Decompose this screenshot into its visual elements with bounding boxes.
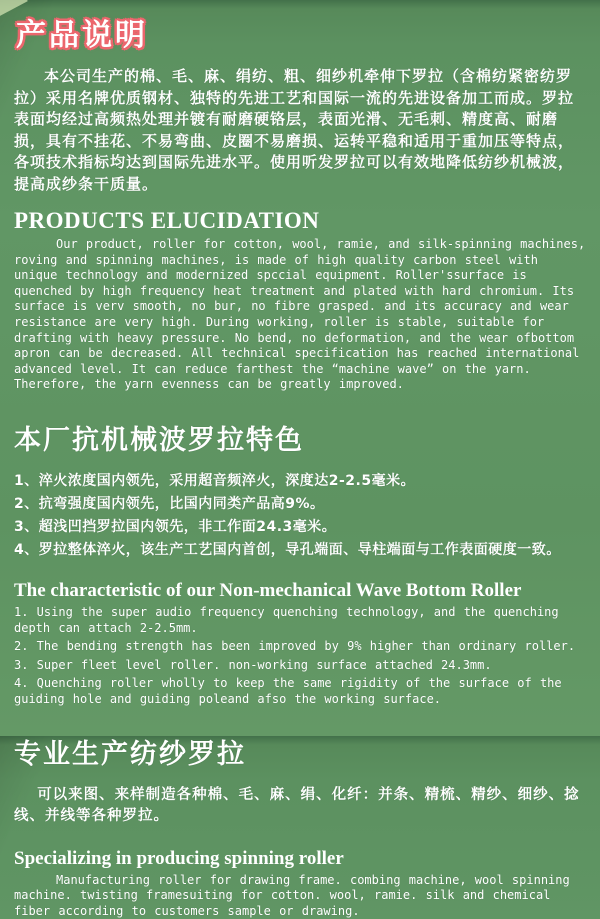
en-specialize-paragraph: Manufacturing roller for drawing frame. combing machine, wool spinning machine. twisting framesuiting for cotton. wool, ramie. silk and chemical fiber according to customers sample or drawing. [14, 873, 586, 919]
en-features-list [14, 605, 586, 708]
en-feature-item-3: 3. Super fleet level roller. non-working surface attached 24.3mm. [14, 658, 586, 674]
cn-feature-item-3: 3、超浅凹挡罗拉国内领先，非工作面24.3毫米。 [14, 518, 586, 537]
cn-feature-item-1: 1、淬火浓度国内领先，采用超音频淬火，深度达2-2.5毫米。 [14, 472, 586, 491]
cn-specialize-paragraph: 可以来图、来样制造各种棉、毛、麻、绢、化纤：并条、精梳、精纱、细纱、捻线、并线等各种罗拉。 [14, 785, 584, 828]
page-title: 产品说明 [16, 10, 586, 54]
en-specialize-heading: Specializing in producing spinning roller [14, 848, 586, 870]
cn-features-list [14, 472, 586, 560]
en-feature-item-2: 2. The bending strength has been improved by 9% higher than ordinary roller. [14, 639, 586, 655]
cn-specialize-heading: 专业生产纺纱罗拉 [14, 732, 586, 771]
cn-intro-paragraph: 本公司生产的棉、毛、麻、绢纺、粗、细纱机牵伸下罗拉（含棉纺紧密纺罗拉）采用名牌优质钢材、独特的先进工艺和国际一流的先进设备加工而成。罗拉表面均经过高频热处理并镀有耐磨硬铬层，表面光滑、无毛刺、精度高、耐磨损，具有不挂花、不易弯曲、皮圈不易磨损、运转平稳和适用于重加压等特点，各项技术指标均达到国际先进水平。使用听发罗拉可以有效地降低纺纱机械波，提高成纱条干质量。 [14, 66, 584, 195]
en-feature-item-1: 1. Using the super audio frequency quenching technology, and the quenching depth can attach 2-2.5mm. [14, 605, 586, 636]
cn-features-heading: 本厂抗机械波罗拉特色 [14, 418, 586, 457]
en-products-heading: PRODUCTS ELUCIDATION [14, 208, 586, 234]
en-feature-item-4: 4. Quenching roller wholly to keep the same rigidity of the surface of the guiding hole and guiding poleand afso the working surface. [14, 676, 586, 707]
en-features-heading: The characteristic of our Non-mechanical Wave Bottom Roller [14, 580, 586, 602]
cn-feature-item-2: 2、抗弯强度国内领先，比国内同类产品高9%。 [14, 495, 586, 514]
en-products-paragraph: Our product, roller for cotton, wool, ramie, and silk-spinning machines, roving and spinning machines, is made of high quality carbon steel with unique technology and modernized spccial equipment. Roller'ssurface is quenched by high frequency heat treatment and plated with hard chromium. Its surface is verv smooth, no bur, no fibre grasped. and its accuracy and wear resistance are very high. During working, roller is stable, suitable for drafting with heavy pressure. No bend, no deformation, and the wear ofbottom apron can be decreased. All technical specification has reached international advanced level. It can reduce farthest the “machine wave” on the yarn. Therefore, the yarn evenness can be greatly improved. [14, 237, 586, 393]
cn-feature-item-4: 4、罗拉整体淬火，该生产工艺国内首创，导孔端面、导柱端面与工作表面硬度一致。 [14, 541, 586, 560]
